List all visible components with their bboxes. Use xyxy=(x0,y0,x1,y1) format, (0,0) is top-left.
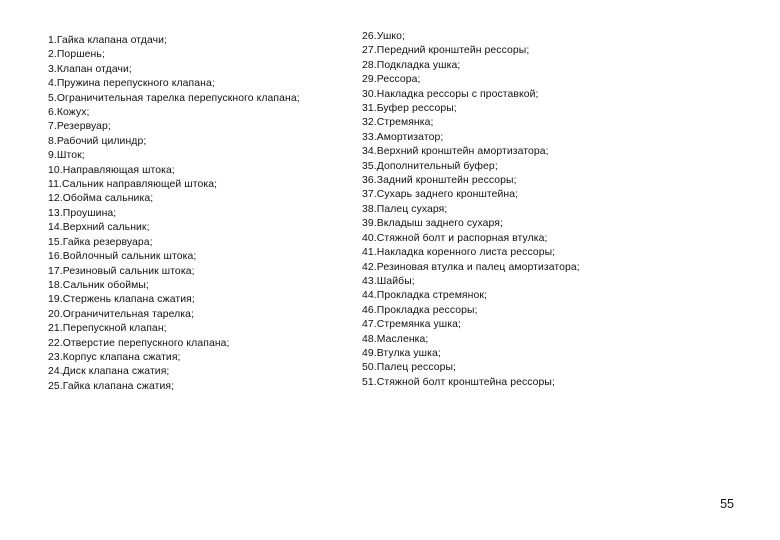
list-item: 42.Резиновая втулка и палец амортизатора; xyxy=(362,261,580,273)
list-item: 41.Накладка коренного листа рессоры; xyxy=(362,247,556,259)
list-item: 1.Гайка клапана отдачи; xyxy=(48,35,168,46)
list-item: 8.Рабочий цилиндр; xyxy=(48,135,147,147)
list-item: 19.Стержень клапана сжатия; xyxy=(48,294,195,306)
list-item: 12.Обойма сальника; xyxy=(48,193,154,205)
list-item: 25.Гайка клапана сжатия; xyxy=(48,380,175,392)
list-item: 31.Буфер рессоры; xyxy=(362,103,457,115)
list-item: 17.Резиновый сальник штока; xyxy=(48,265,195,277)
list-item: 46.Прокладка рессоры; xyxy=(362,304,478,316)
list-item: 2.Поршень; xyxy=(48,49,105,61)
list-item: 3.Клапан отдачи; xyxy=(48,63,132,75)
page-number: 55 xyxy=(720,497,734,511)
list-item: 26.Ушко; xyxy=(362,31,406,42)
list-item: 43.Шайбы; xyxy=(362,275,415,287)
list-item: 29.Рессора; xyxy=(362,74,421,86)
list-item: 49.Втулка ушка; xyxy=(362,347,441,359)
list-item: 48.Масленка; xyxy=(362,333,429,345)
list-item: 28.Подкладка ушка; xyxy=(362,59,461,71)
list-item: 18.Сальник обоймы; xyxy=(48,279,149,291)
list-item: 51.Стяжной болт кронштейна рессоры; xyxy=(362,376,555,388)
list-item: 5.Ограничительная тарелка перепускного клапана; xyxy=(48,92,300,104)
list-item: 6.Кожух; xyxy=(48,107,90,119)
list-item: 40.Стяжной болт и распорная втулка; xyxy=(362,232,548,244)
list-item: 15.Гайка резервуара; xyxy=(48,236,153,248)
parts-list-right xyxy=(362,30,580,390)
list-item: 37.Сухарь заднего кронштейна; xyxy=(362,189,519,201)
list-item: 20.Ограничительная тарелка; xyxy=(48,308,195,320)
list-item: 38.Палец сухаря; xyxy=(362,203,448,215)
list-item: 16.Войлочный сальник штока; xyxy=(48,251,197,263)
list-item: 32.Стремянка; xyxy=(362,117,434,129)
list-item: 11.Сальник направляющей штока; xyxy=(48,179,218,191)
list-item: 9.Шток; xyxy=(48,150,85,162)
parts-list-left xyxy=(48,34,300,394)
list-item: 39.Вкладыш заднего сухаря; xyxy=(362,218,504,230)
list-item: 21.Перепускной клапан; xyxy=(48,323,167,335)
list-item: 27.Передний кронштейн рессоры; xyxy=(362,45,530,57)
list-item: 36.Задний кронштейн рессоры; xyxy=(362,175,517,187)
list-item: 33.Амортизатор; xyxy=(362,131,444,143)
list-item: 44.Прокладка стремянок; xyxy=(362,290,488,302)
list-item: 23.Корпус клапана сжатия; xyxy=(48,351,181,363)
list-item: 24.Диск клапана сжатия; xyxy=(48,366,170,378)
list-item: 34.Верхний кронштейн амортизатора; xyxy=(362,146,549,158)
list-item: 14.Верхний сальник; xyxy=(48,222,150,234)
list-item: 13.Проушина; xyxy=(48,207,117,219)
list-item: 47.Стремянка ушка; xyxy=(362,319,461,331)
list-item: 7.Резервуар; xyxy=(48,121,111,133)
list-item: 10.Направляющая штока; xyxy=(48,164,175,176)
list-item: 4.Пружина перепускного клапана; xyxy=(48,78,215,90)
list-item: 22.Отверстие перепускного клапана; xyxy=(48,337,230,349)
list-item: 50.Палец рессоры; xyxy=(362,362,457,374)
list-item: 35.Дополнительный буфер; xyxy=(362,160,498,172)
list-item: 30.Накладка рессоры с проставкой; xyxy=(362,88,539,100)
